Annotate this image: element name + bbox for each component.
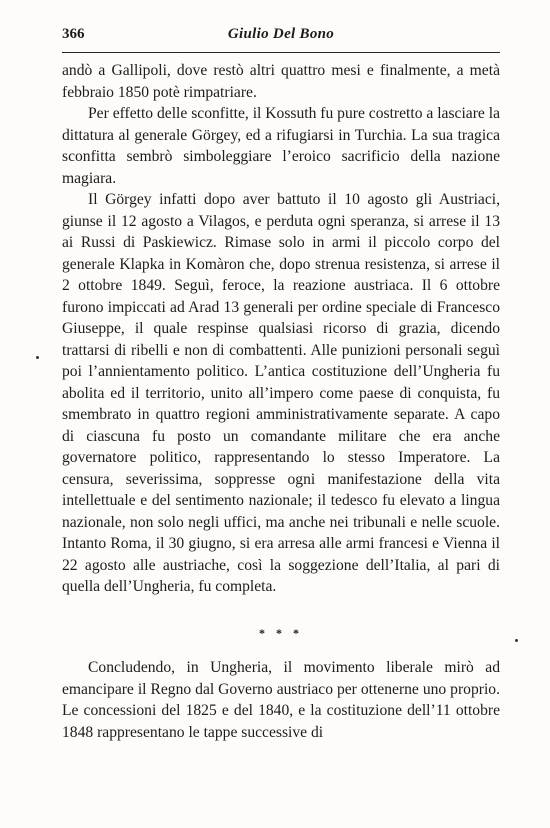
section-separator: * * * <box>259 626 303 640</box>
running-title: Giulio Del Bono <box>227 26 335 42</box>
paragraph-conclusion: Concludendo, in Ungheria, il movimento liberale mirò ad emancipare il Regno dal Governo austriaco per ottenerne uno proprio. Le concessioni del 1825 e del 1840, e la costituzione dell’11 ottobre 1848 rappresentano le tappe successive di <box>62 659 500 741</box>
paragraph-kossuth: Per effetto delle sconfitte, il Kossuth fu pure costretto a lasciare la dittatura al generale Görgey, ed a rifugiarsi in Turchia. La sua tragica sconfitta sembrò simboleggiare l’eroico sacrificio della nazione magiara. <box>62 105 500 187</box>
paragraph-gorgey: Il Görgey infatti dopo aver battuto il 10 agosto gli Austriaci, giunse il 12 agosto a Vilagos, e perduta ogni speranza, si arrese il 13 ai Russi di Paskiewicz. Rimase solo in armi il piccolo corpo del generale Klapka in Komàron che, dopo strenua resistenza, si arrese il 2 ottobre 1849. Seguì, feroce, la reazione austriaca. Il 6 ottobre furono impiccati ad Arad 13 generali per ordine speciale di Francesco Giuseppe, il quale respinse qualsiasi ricorso di grazia, dicendo trattarsi di ribelli e non di combattenti. Alle punizioni personali seguì poi l’annientamento politico. L’antica costituzione dell’Ungheria fu abolita ed il territorio, unito all’impero come paese di conquista, fu smembrato in quattro regioni amministrativamente separate. A capo di ciascuna fu posto un comandante militare che era anche governatore politico, rappresentando lo stesso Imperatore. La censura, severissima, soppresse ogni manifestazione della vita intellettuale e del sentimento nazionale; il tedesco fu elevato a lingua nazionale, non solo negli uffici, ma anche nei tribunali e nelle scuole. Intanto Roma, il 30 giugno, si era arresa alle armi francesi e Vienna il 22 agosto alle austriache, così la soggezione dell’Italia, al pari di quella dell’Ungheria, fu completa. <box>62 191 500 595</box>
main-text <box>62 60 500 598</box>
page-header <box>62 26 500 48</box>
scan-speck <box>36 356 39 359</box>
closing-text <box>62 657 500 743</box>
paragraph-continuation: andò a Gallipoli, dove restò altri quattro mesi e finalmente, a metà febbraio 1850 potè rimpatriare. <box>62 62 500 101</box>
page-number: 366 <box>62 26 85 42</box>
header-rule <box>62 52 500 53</box>
scan-speck <box>515 639 518 642</box>
